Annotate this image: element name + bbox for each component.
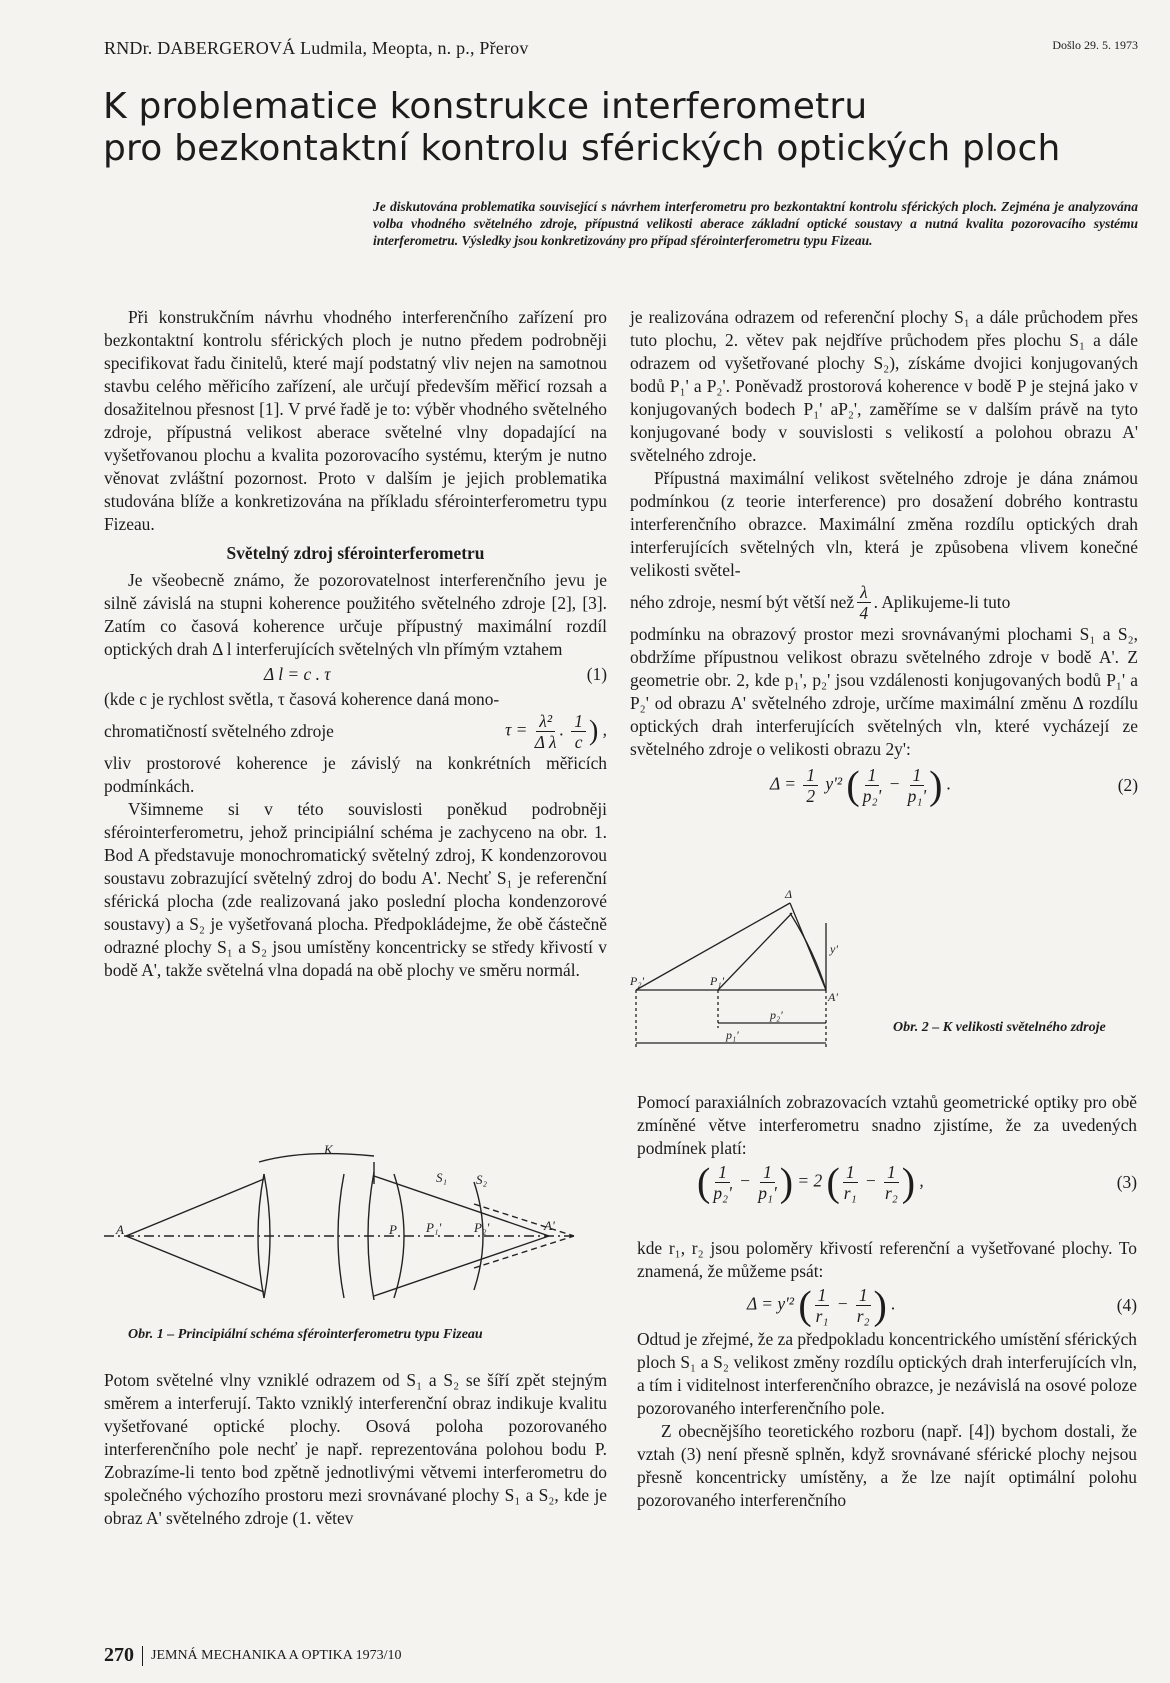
equation-4 xyxy=(637,1282,1137,1328)
title-line-2: pro bezkontaktní kontrolu sférických optických ploch xyxy=(103,128,1061,169)
fraction: $\frac{\lambda}{4}$ xyxy=(857,582,871,623)
page-number: 270 xyxy=(104,1644,134,1666)
lambda-quarter-line: ného zdroje, nesmí být větší než $\frac{\lambda}{4}$ . Aplikujeme-li tuto xyxy=(630,582,1011,623)
label-s2: S₂ xyxy=(476,1172,488,1187)
label-a: A xyxy=(116,1222,124,1237)
label-k: K xyxy=(324,1144,333,1157)
label-delta: Δ xyxy=(785,887,793,901)
figure-2-diagram xyxy=(630,883,875,1059)
paragraph: je realizována odrazem od referenční plochy S₁ a dále průchodem přes tuto plochu, 2. větev pak nejdříve průchodem přes plochu S₁ a dále odrazem od vyšetřované plochy S₂), získáme dvojici konjugovaných bodů P₁' a P₂'. Poněvadž prostorová koherence v bodě P je stejná jako v konjugovaných bodech P₁' aP₂', zaměříme se v dalším právě na tyto konjugované body v souvislosti s velikostí a polohou obrazu A' světelného zdroje. xyxy=(630,307,1138,465)
right-column-continued xyxy=(637,1091,1137,1205)
paragraph: Z obecnějšího teoretického rozboru (např. [4]) bychom dostali, že vztah (3) není přesně splněn, když srovnávané sférické plochy nejsou přesně koncentricky umístěny, a že lze najít optimální polohu pozorovaného interferenčního xyxy=(637,1421,1137,1510)
fig2-ray-short xyxy=(718,913,792,990)
equation-1-expr: Δ l = c . τ xyxy=(264,664,331,684)
ray-dashed-lower xyxy=(474,1236,574,1268)
equation-1 xyxy=(104,663,607,686)
equation-1-number: (1) xyxy=(586,664,607,684)
paragraph: Potom světelné vlny vzniklé odrazem od S₁ a S₂ se šíří zpět stejným směrem a interferují. Takto vzniklý interferenční obraz indikuje kvalitu vyšetřované optické plochy. Osová poloha pozorovaného interferenčního pole nechť je např. reprezentována polohou bodu P. Zobrazíme-li tento bod zpětně jednotlivými větvemi interferometru do společného výchozího prostoru mezi srovnávané plochy S₁ a S₂, kde je obraz A' světelného zdroje (1. větev xyxy=(104,1370,607,1528)
paragraph: Při konstrukčním návrhu vhodného interferenčního zařízení pro bezkontaktní kontrolu sférických ploch je nutno předem podrobněji specifikovat řadu činitelů, které mají podstatný vliv nejen na samotnou stavbu celého měřicího zařízení, ale určují především měřicí rozsah a dosažitelnou přesnost [1]. V prvé řadě je to: výběr vhodného světelného zdroje, přípustná velikost aberace světelné vlny dopadající na vyšetřovanou plochu a kvalita pozorovacího systému, kterým je nutno věnovat zvláštní pozornost. Proto v dalším je jejich problematika studována blíže a konkretizována na příkladu sférointerferometru typu Fizeau. xyxy=(104,307,607,534)
title-line-1: K problematice konstrukce interferometru xyxy=(103,86,868,127)
paragraph: Je všeobecně známo, že pozorovatelnost interferenčního jevu je silně závislá na stupni koherence použitého světelného zdroje [2], [3]. Zatím co časová koherence určuje přípustný maximální rozdíl optických drah Δ l interferujících světelných vln přímým vztahem xyxy=(104,570,607,659)
ray-lower xyxy=(126,1236,264,1292)
footer-divider xyxy=(142,1646,143,1666)
abstract: Je diskutována problematika související s návrhem interferometru pro bezkontaktní kontrolu sférických ploch. Zejména je analyzována volba vhodného světelného zdroje, přípustná velikosti aberace základní optické soustavy a nutná kvalita pozorovacího systému interferometru. Výsledky jsou konkretizovány pro případ sférointerferometru typu Fizeau. xyxy=(373,199,1138,248)
figure-1-caption: Obr. 1 – Principiální schéma sférointerferometru typu Fizeau xyxy=(128,1327,483,1342)
label-p2: P₂' xyxy=(474,1220,490,1235)
paragraph: Odtud je zřejmé, že za předpokladu koncentrického umístění sférických ploch S₁ a S₂ velikost změny rozdílu optických drah interferujících vln, a tím i viditelnost interferenčního obrazce, je nezávislá na osové poloze pozorovaného interferenčního pole. xyxy=(637,1329,1137,1418)
paragraph: Všimneme si v této souvislosti poněkud podrobněji sférointerferometru, jehož principiální schéma je zachyceno na obr. 1. Bod A představuje monochromatický světelný zdroj, K kondenzorovou soustavu zobrazující světelný zdroj do bodu A'. Nechť S₁ je referenční sférická plocha (zde realizovaná jako poslední plocha kondenzorové soustavy) a S₂ je vyšetřovaná plocha. Předpokládejme, že obě částečně odrazné plochy S₁ a S₂ jsou umístěny koncentricky se středy křivostí v bodě A', takže světelná vlna dopadá na obě plochy ve směru normál. xyxy=(104,799,607,980)
paragraph: Pomocí paraxiálních zobrazovacích vztahů geometrické optiky pro obě zmíněné větve interferometru snadno zjistíme, že za uvedených podmínek platí: xyxy=(637,1092,1137,1158)
right-column-end xyxy=(637,1237,1137,1512)
fraction: $\frac{\text{λ²}}{\text{Δ λ}}$ xyxy=(534,711,557,752)
label-p2-dist: p₂' xyxy=(770,1008,783,1022)
figure-2-caption: Obr. 2 – K velikosti světelného zdroje xyxy=(893,1020,1106,1035)
label-a-prime: A' xyxy=(544,1218,555,1233)
tau-formula-text: chromatičností světelného zdroje xyxy=(104,721,334,741)
equation-2-number: (2) xyxy=(1117,775,1138,795)
section-heading: Světelný zdroj sférointerferometru xyxy=(226,543,485,563)
left-column xyxy=(104,306,607,982)
equation-2-expr: Δ = $\frac{1}{2}$ y'² ( $\frac{1}{\text{p₂'}}$ − $\frac{1}{\text{p₁'}}$ ) . xyxy=(770,762,952,808)
ray-conv-upper xyxy=(374,1176,549,1236)
label-s1: S₁ xyxy=(436,1170,448,1185)
ray-conv-lower xyxy=(374,1236,549,1296)
right-column xyxy=(630,306,1138,808)
equation-3-expr: ( $\frac{1}{\text{p₂'}}$ − $\frac{1}{\text{p₁'}}$ ) = 2 ( $\frac{1}{\text{r₁}}$ − $\frac{1}{\text{r₂}}$ ) , xyxy=(697,1159,924,1205)
equation-4-expr: Δ = y'² ( $\frac{1}{\text{r₁}}$ − $\frac{1}{\text{r₂}}$ ) . xyxy=(747,1282,896,1328)
page-title xyxy=(103,86,1103,170)
received-date: Došlo 29. 5. 1973 xyxy=(1052,38,1138,52)
equation-2 xyxy=(630,762,1138,808)
label-y: y' xyxy=(830,942,838,956)
journal-name: JEMNÁ MECHANIKA A OPTIKA 1973/10 xyxy=(151,1647,402,1663)
label-a-prime: A' xyxy=(828,990,838,1004)
paragraph: kde r₁, r₂ jsou poloměry křivostí referenční a vyšetřované plochy. To znamená, že můžeme psát: xyxy=(637,1238,1137,1281)
equation-3-number: (3) xyxy=(1116,1172,1137,1192)
fraction: $\frac{1}{c}$ xyxy=(571,711,586,752)
equation-4-number: (4) xyxy=(1116,1295,1137,1315)
paragraph: podmínku na obrazový prostor mezi srovnávanými plochami S₁ a S₂, obdržíme přípustnou velikost obrazu světelného zdroje v bodě A'. Z geometrie obr. 2, kde p₁', p₂' jsou vzdálenosti konjugovaných bodů P₁' a P₂' od obrazu A' světelného zdroje, určíme maximální změnu Δ rozdílu optických drah interferujících světelných vln, které vycházejí ze světelného zdroje o velikosti obrazu 2y': xyxy=(630,624,1138,759)
equation-3 xyxy=(637,1159,1137,1205)
ray-upper xyxy=(126,1179,264,1236)
paragraph: (kde c je rychlost světla, τ časová koherence daná mono- xyxy=(104,689,500,709)
label-p2-point: P₂' xyxy=(630,974,645,988)
k-bracket xyxy=(259,1154,374,1162)
tau-formula-line xyxy=(104,711,607,752)
tau-formula: τ = $\frac{\text{λ²}}{\text{Δ λ}}$ . $\frac{1}{c}$ ) , xyxy=(505,711,607,752)
figure-1-schematic xyxy=(104,1144,612,1300)
page-footer xyxy=(104,1644,401,1667)
label-p1-dist: p₁' xyxy=(726,1028,739,1042)
label-p1-point: P₁' xyxy=(710,974,725,988)
label-p1: P₁' xyxy=(426,1220,442,1235)
paragraph: Přípustná maximální velikost světelného zdroje je dána známou podmínkou (z teorie interference) pro dosažení dobrého kontrastu interferenčního obrazce. Maximální změna rozdílu optických drah interferujících světelných vln, která je způsobena vlivem konečné velikosti světel- xyxy=(630,468,1138,580)
left-column-continued xyxy=(104,1369,607,1530)
fig2-ray-to-a xyxy=(790,903,826,990)
paragraph: vliv prostorové koherence je závislý na konkrétních měřicích podmínkách. xyxy=(104,753,607,796)
label-p: P xyxy=(389,1222,397,1237)
author-line: RNDr. DABERGEROVÁ Ludmila, Meopta, n. p., Přerov xyxy=(104,38,529,58)
